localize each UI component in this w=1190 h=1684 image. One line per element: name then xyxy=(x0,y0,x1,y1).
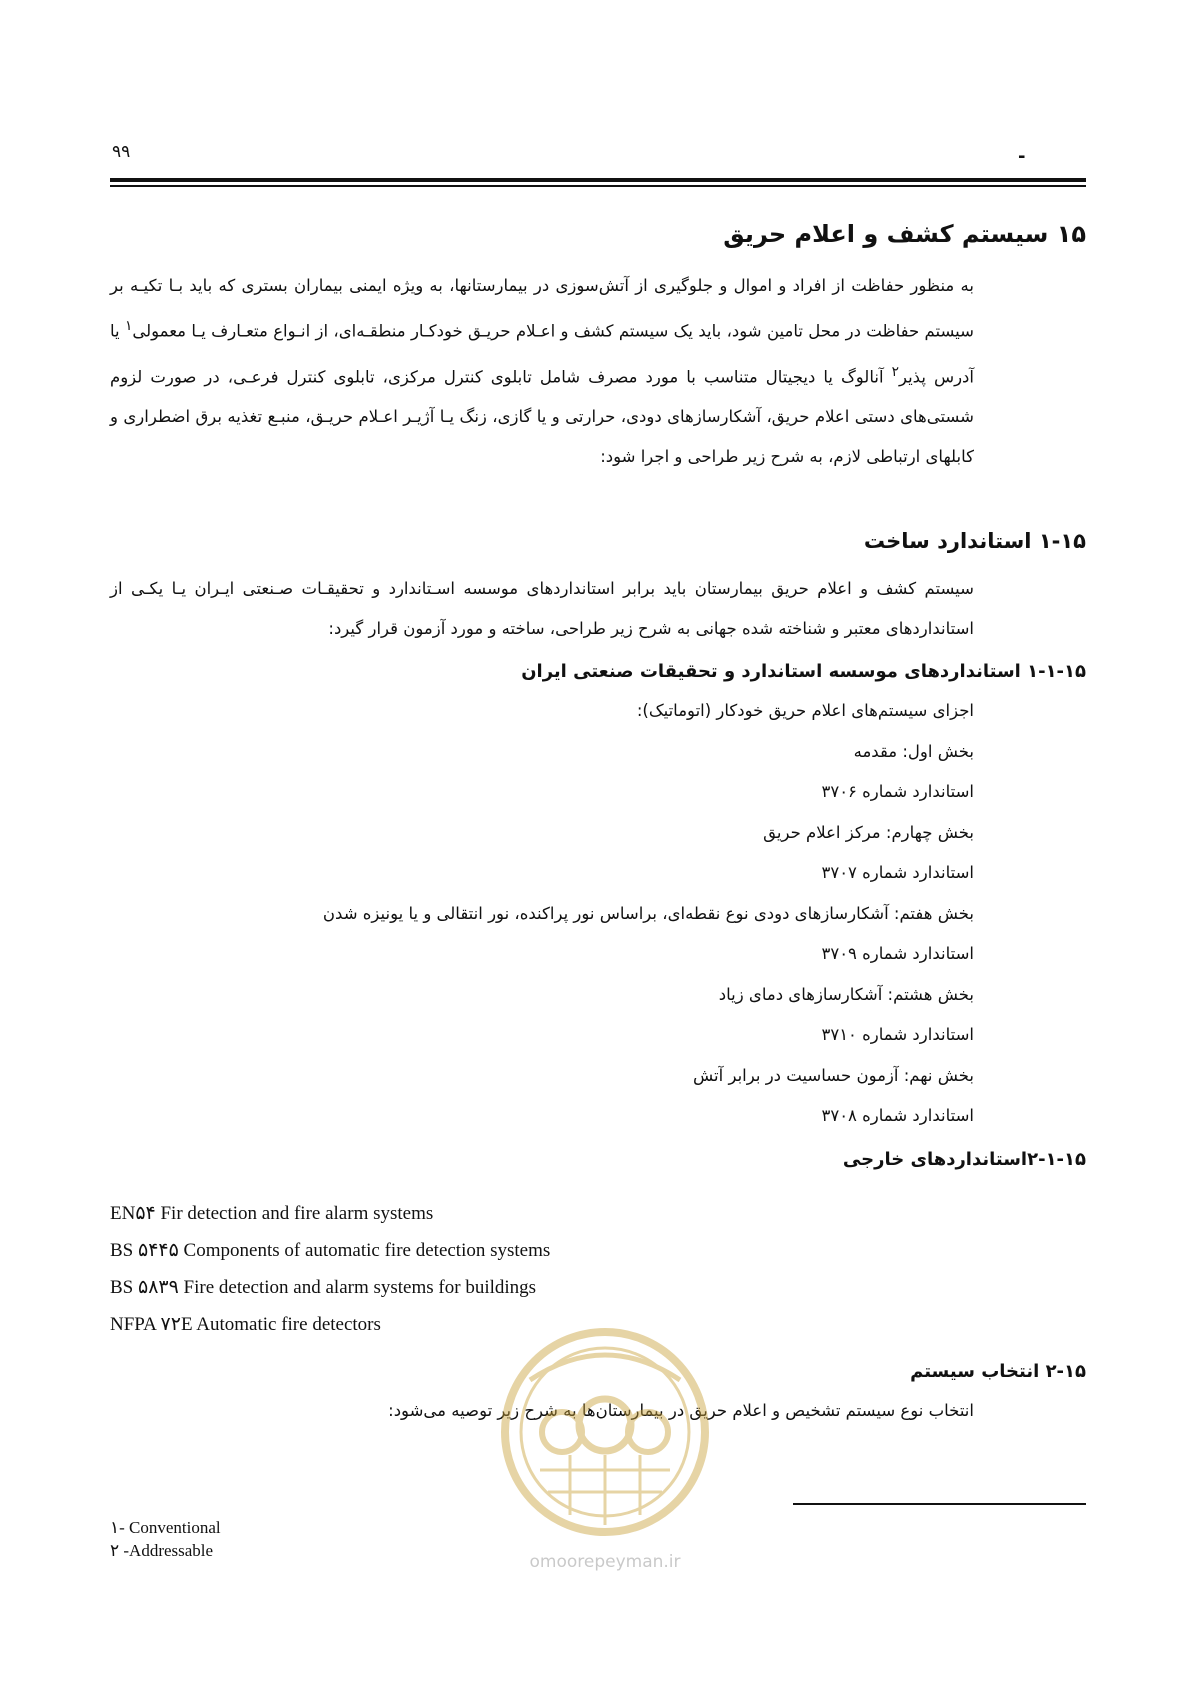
list-item: بخش چهارم: مرکز اعلام حریق xyxy=(763,822,974,842)
list-item: استاندارد شماره ۳۷۰۸ xyxy=(821,1106,974,1125)
list-item: بخش اول: مقدمه xyxy=(853,741,974,761)
list-item: استاندارد شماره ۳۷۰۷ xyxy=(821,863,974,882)
list-item: اجزای سیستم‌های اعلام حریق خودکار (اتوماتیک): xyxy=(636,701,974,720)
footnote-2: ۲ -Addressable xyxy=(110,1541,214,1560)
list-item: بخش هفتم: آشکارسازهای دودی نوع نقطه‌ای، براساس نور پراکنده، نور انتقالی و یا یونیزه شدن xyxy=(322,903,974,923)
section-15-paragraph xyxy=(110,266,1086,477)
list-item: بخش هشتم: آشکارسازهای دمای زیاد xyxy=(718,984,974,1004)
list-item: EN۵۴ Fir detection and fire alarm systems xyxy=(110,1202,434,1224)
intro-text-part1: به منظور حفاظت از افراد و اموال و جلوگیری از آتش‌سوزی در بیمارستانها، به ویژه ایمنی بیماران بستری که باید بـا تکیـه بر سیستم حفاظت در محل تامین شود، باید یک سیستم کشف و اعـلام حریـق خودکـار منطقـه‌ای، از انـواع متعـارف یـا xyxy=(110,276,974,341)
watermark-text: omoorepeyman.ir xyxy=(529,1552,681,1572)
page-number: ۹۹ xyxy=(112,142,131,162)
intro-text-part2: یا آدرس پذیر xyxy=(110,321,974,386)
footnote-ref-1[interactable]: ۱ xyxy=(124,318,133,334)
list-item: استاندارد شماره ۳۷۰۹ xyxy=(821,944,974,963)
page-content xyxy=(110,210,1086,1431)
section-15-1-heading: ۱-۱۵ استاندارد ساخت xyxy=(863,529,1086,553)
footnote-ref-2[interactable]: ۲ xyxy=(891,363,899,380)
list-item: استاندارد شماره ۳۷۱۰ xyxy=(821,1025,974,1044)
intro-text-part3: آنالوگ یا دیجیتال متناسب با مورد مصرف شامل تابلوی کنترل مرکزی، تابلوی کنترل فرعـی، در صورت لزوم شستی‌های دستی اعلام حریق، آشکارسازهای دودی، حرارتی و یا گازی، زنگ یـا آژیـر اعـلام حریـق، منبـع تغذیه برق اضطراری و کابلهای ارتباطی لازم، به شرح زیر طراحی و اجرا شود: xyxy=(110,367,974,466)
section-15-heading: ۱۵ سیستم کشف و اعلام حریق xyxy=(723,220,1086,248)
watermark-seal-icon xyxy=(470,1320,740,1550)
section-15-1-paragraph: سیستم کشف و اعلام حریق بیمارستان باید برابر استانداردهای موسسه اسـتاندارد و تحقیقـات صـنعتی ایـران یـا یکـی از استانداردهای معتبر و شناخته شده جهانی به شرح زیر طراحی، ساخته و مورد آزمون قرار گیرد: xyxy=(110,579,974,638)
list-item: BS ۵۴۴۵ Components of automatic fire detection systems xyxy=(110,1239,551,1261)
section-15-1-1-heading: ۱-۱-۱۵ استانداردهای موسسه استاندارد و تحقیقات صنعتی ایران xyxy=(521,661,1086,682)
header-rule-thick xyxy=(110,178,1086,182)
section-15-1-2-heading: ۲-۱-۱۵استانداردهای خارجی xyxy=(842,1148,1086,1170)
footnotes xyxy=(110,1516,510,1562)
section-15-2-heading: ۲-۱۵ انتخاب سیستم xyxy=(910,1360,1086,1382)
footnote-rule xyxy=(793,1503,1086,1505)
intro-word-conventional: معمولی xyxy=(132,321,187,341)
list-item: NFPA ۷۲E Automatic fire detectors xyxy=(110,1313,381,1335)
iran-standards-list xyxy=(110,691,1086,1137)
list-item: استاندارد شماره ۳۷۰۶ xyxy=(821,782,974,801)
header-rule-thin xyxy=(110,185,1086,187)
list-item: BS ۵۸۳۹ Fire detection and alarm systems for buildings xyxy=(110,1276,537,1298)
section-15-2-paragraph: انتخاب نوع سیستم تشخیص و اعلام حریق در بیمارستان‌ها به شرح زیر توصیه می‌شود: xyxy=(388,1400,974,1420)
list-item: بخش نهم: آزمون حساسیت در برابر آتش xyxy=(693,1065,974,1085)
header-mark: - xyxy=(1018,146,1026,167)
watermark-logo xyxy=(470,1320,740,1620)
footnote-1: ۱- Conventional xyxy=(110,1518,221,1537)
